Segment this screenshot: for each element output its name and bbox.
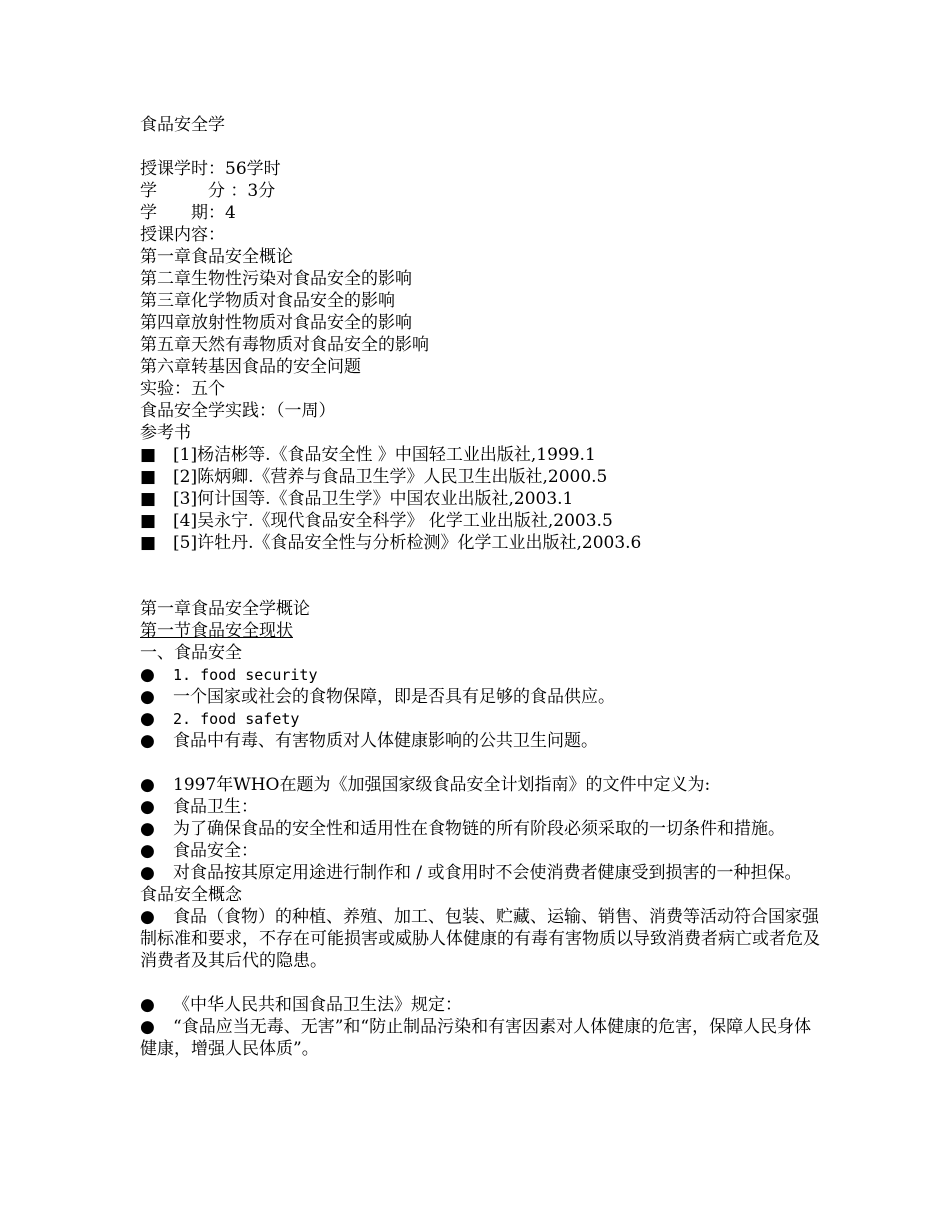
dot-bullet-icon: ●: [140, 841, 155, 861]
reference-text: [3]何计国等.《食品卫生学》中国农业出版社,2003.1: [173, 489, 574, 509]
list-item: [140, 818, 820, 840]
reference-text: [4]吴永宁.《现代食品安全科学》 化学工业出版社,2003.5: [173, 511, 613, 531]
chapter-item: 第二章生物性污染对食品安全的影响: [140, 269, 412, 289]
list-item-text: 对食品按其原定用途进行制作和 / 或食用时不会使消费者健康受到损害的一种担保。: [173, 863, 802, 883]
list-item-text: 食品中有毒、有害物质对人体健康影响的公共卫生问题。: [173, 731, 598, 751]
content-label: 授课内容：: [140, 225, 225, 245]
reference-text: [5]许牡丹.《食品安全性与分析检测》化学工业出版社,2003.6: [173, 533, 642, 553]
reference-item: [140, 488, 820, 510]
list-item: [140, 906, 820, 972]
list-item-text: 食品卫生：: [173, 797, 258, 817]
document-page: [140, 114, 820, 1060]
square-bullet-icon: ■: [140, 511, 157, 531]
dot-bullet-icon: ●: [140, 775, 155, 795]
subsection-heading: 一、食品安全: [140, 643, 242, 663]
square-bullet-icon: ■: [140, 467, 157, 487]
square-bullet-icon: ■: [140, 489, 157, 509]
list-item-text: 为了确保食品的安全性和适用性在食物链的所有阶段必须采取的一切条件和措施。: [173, 819, 785, 839]
list-item: [140, 840, 820, 862]
practice-info: 食品安全学实践：（一周）: [140, 401, 336, 421]
square-bullet-icon: ■: [140, 445, 157, 465]
list-item: [140, 1016, 820, 1060]
reference-item: [140, 510, 820, 532]
dot-bullet-icon: ●: [140, 687, 155, 707]
square-bullet-icon: ■: [140, 533, 157, 553]
reference-label: 参考书: [140, 423, 191, 443]
list-item-text: 食品安全：: [173, 841, 258, 861]
list-item: [140, 730, 820, 752]
chapter-item: 第六章转基因食品的安全问题: [140, 357, 361, 377]
chapter-item: 第五章天然有毒物质对食品安全的影响: [140, 335, 429, 355]
list-item: [140, 664, 820, 686]
chapter-item: 第三章化学物质对食品安全的影响: [140, 291, 395, 311]
chapter-item: 第一章食品安全概论: [140, 247, 293, 267]
reference-item: [140, 444, 820, 466]
list-item-text: 食品（食物）的种植、养殖、加工、包装、贮藏、运输、销售、消费等活动符合国家强制标准和要求，不存在可能损害或威胁人体健康的有毒有害物质以导致消费者病亡或者危及消费者及其后代的隐患。: [140, 907, 820, 971]
dot-bullet-icon: ●: [140, 1017, 155, 1037]
experiment-info: 实验：五个: [140, 379, 225, 399]
dot-bullet-icon: ●: [140, 797, 155, 817]
dot-bullet-icon: ●: [140, 731, 155, 751]
list-item-text: 1997年WHO在题为《加强国家级食品安全计划指南》的文件中定义为:: [173, 775, 711, 795]
list-item: [140, 796, 820, 818]
list-item-text: 1. food security: [173, 666, 318, 684]
dot-bullet-icon: ●: [140, 709, 155, 729]
document-title: 食品安全学: [140, 115, 225, 135]
dot-bullet-icon: ●: [140, 995, 155, 1015]
list-item-text: 2. food safety: [173, 710, 300, 728]
reference-item: [140, 532, 820, 554]
dot-bullet-icon: ●: [140, 863, 155, 883]
reference-item: [140, 466, 820, 488]
concept-heading: 食品安全概念: [140, 885, 242, 905]
reference-text: [1]杨洁彬等.《食品安全性 》中国轻工业出版社,1999.1: [173, 445, 596, 465]
dot-bullet-icon: ●: [140, 907, 155, 927]
list-item-text: “食品应当无毒、无害”和“防止制品污染和有害因素对人体健康的危害，保障人民身体健康，增强人民体质”。: [140, 1017, 812, 1059]
list-item: [140, 862, 820, 884]
dot-bullet-icon: ●: [140, 665, 155, 685]
teaching-hours: 授课学时：56学时: [140, 159, 281, 179]
chapter-heading: 第一章食品安全学概论: [140, 599, 310, 619]
dot-bullet-icon: ●: [140, 819, 155, 839]
section-heading: 第一节食品安全现状: [140, 621, 293, 641]
list-item-text: 《中华人民共和国食品卫生法》规定：: [173, 995, 462, 1015]
list-item: [140, 994, 820, 1016]
chapter-item: 第四章放射性物质对食品安全的影响: [140, 313, 412, 333]
list-item: [140, 708, 820, 730]
credits: 学 分 ：3分: [140, 181, 276, 201]
semester: 学 期：4: [140, 203, 236, 223]
list-item-text: 一个国家或社会的食物保障，即是否具有足够的食品供应。: [173, 687, 615, 707]
reference-text: [2]陈炳卿.《营养与食品卫生学》人民卫生出版社,2000.5: [173, 467, 608, 487]
list-item: [140, 774, 820, 796]
list-item: [140, 686, 820, 708]
